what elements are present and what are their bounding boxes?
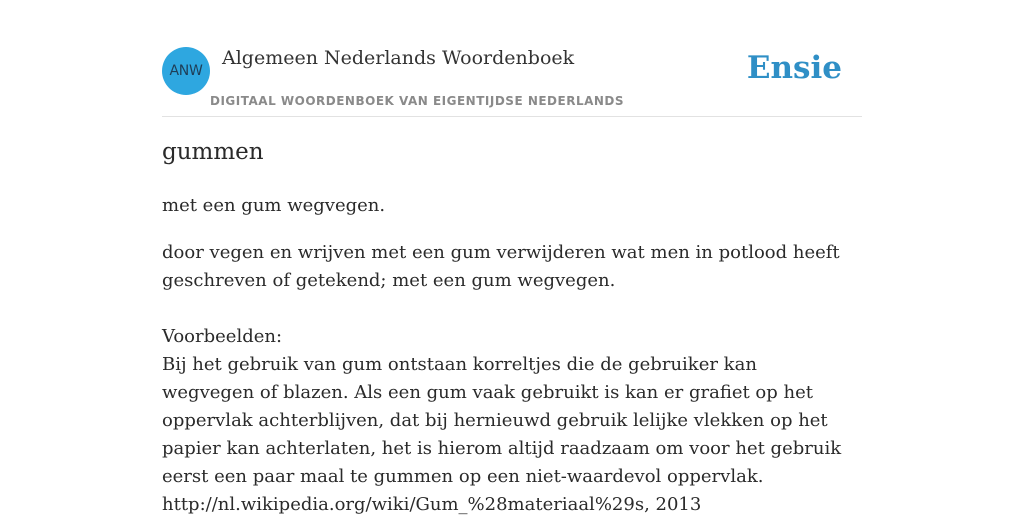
dictionary-title[interactable]: Algemeen Nederlands Woordenboek	[222, 47, 575, 69]
full-definition: door vegen en wrijven met een gum verwijderen wat men in potlood heeft geschreven of getekend; met een gum wegvegen.	[162, 242, 840, 291]
source-link[interactable]: http://nl.wikipedia.org/wiki/Gum_%28materiaal%29s, 2013	[162, 494, 702, 515]
anw-logo[interactable]: ANW	[162, 47, 210, 95]
entry-word: gummen	[162, 139, 264, 165]
examples-text: Bij het gebruik van gum ontstaan korreltjes die de gebruiker kan wegvegen of blazen. Als een gum vaak gebruikt is kan er grafiet op het oppervlak achterblijven, dat bij hernieuwd gebruik lelijke vlekken op het papier kan achterlaten, het is hierom altijd raadzaam om voor het gebruik eerst een paar maal te gummen op een niet-waardevol oppervlak.	[162, 354, 842, 487]
site-header	[162, 46, 862, 117]
short-definition: met een gum wegvegen.	[162, 195, 386, 216]
examples-heading: Voorbeelden:	[162, 326, 283, 347]
ensie-logo[interactable]: Ensie	[746, 50, 842, 86]
dictionary-subtitle: DIGITAAL WOORDENBOEK VAN EIGENTIJDSE NEDERLANDS	[210, 94, 625, 108]
